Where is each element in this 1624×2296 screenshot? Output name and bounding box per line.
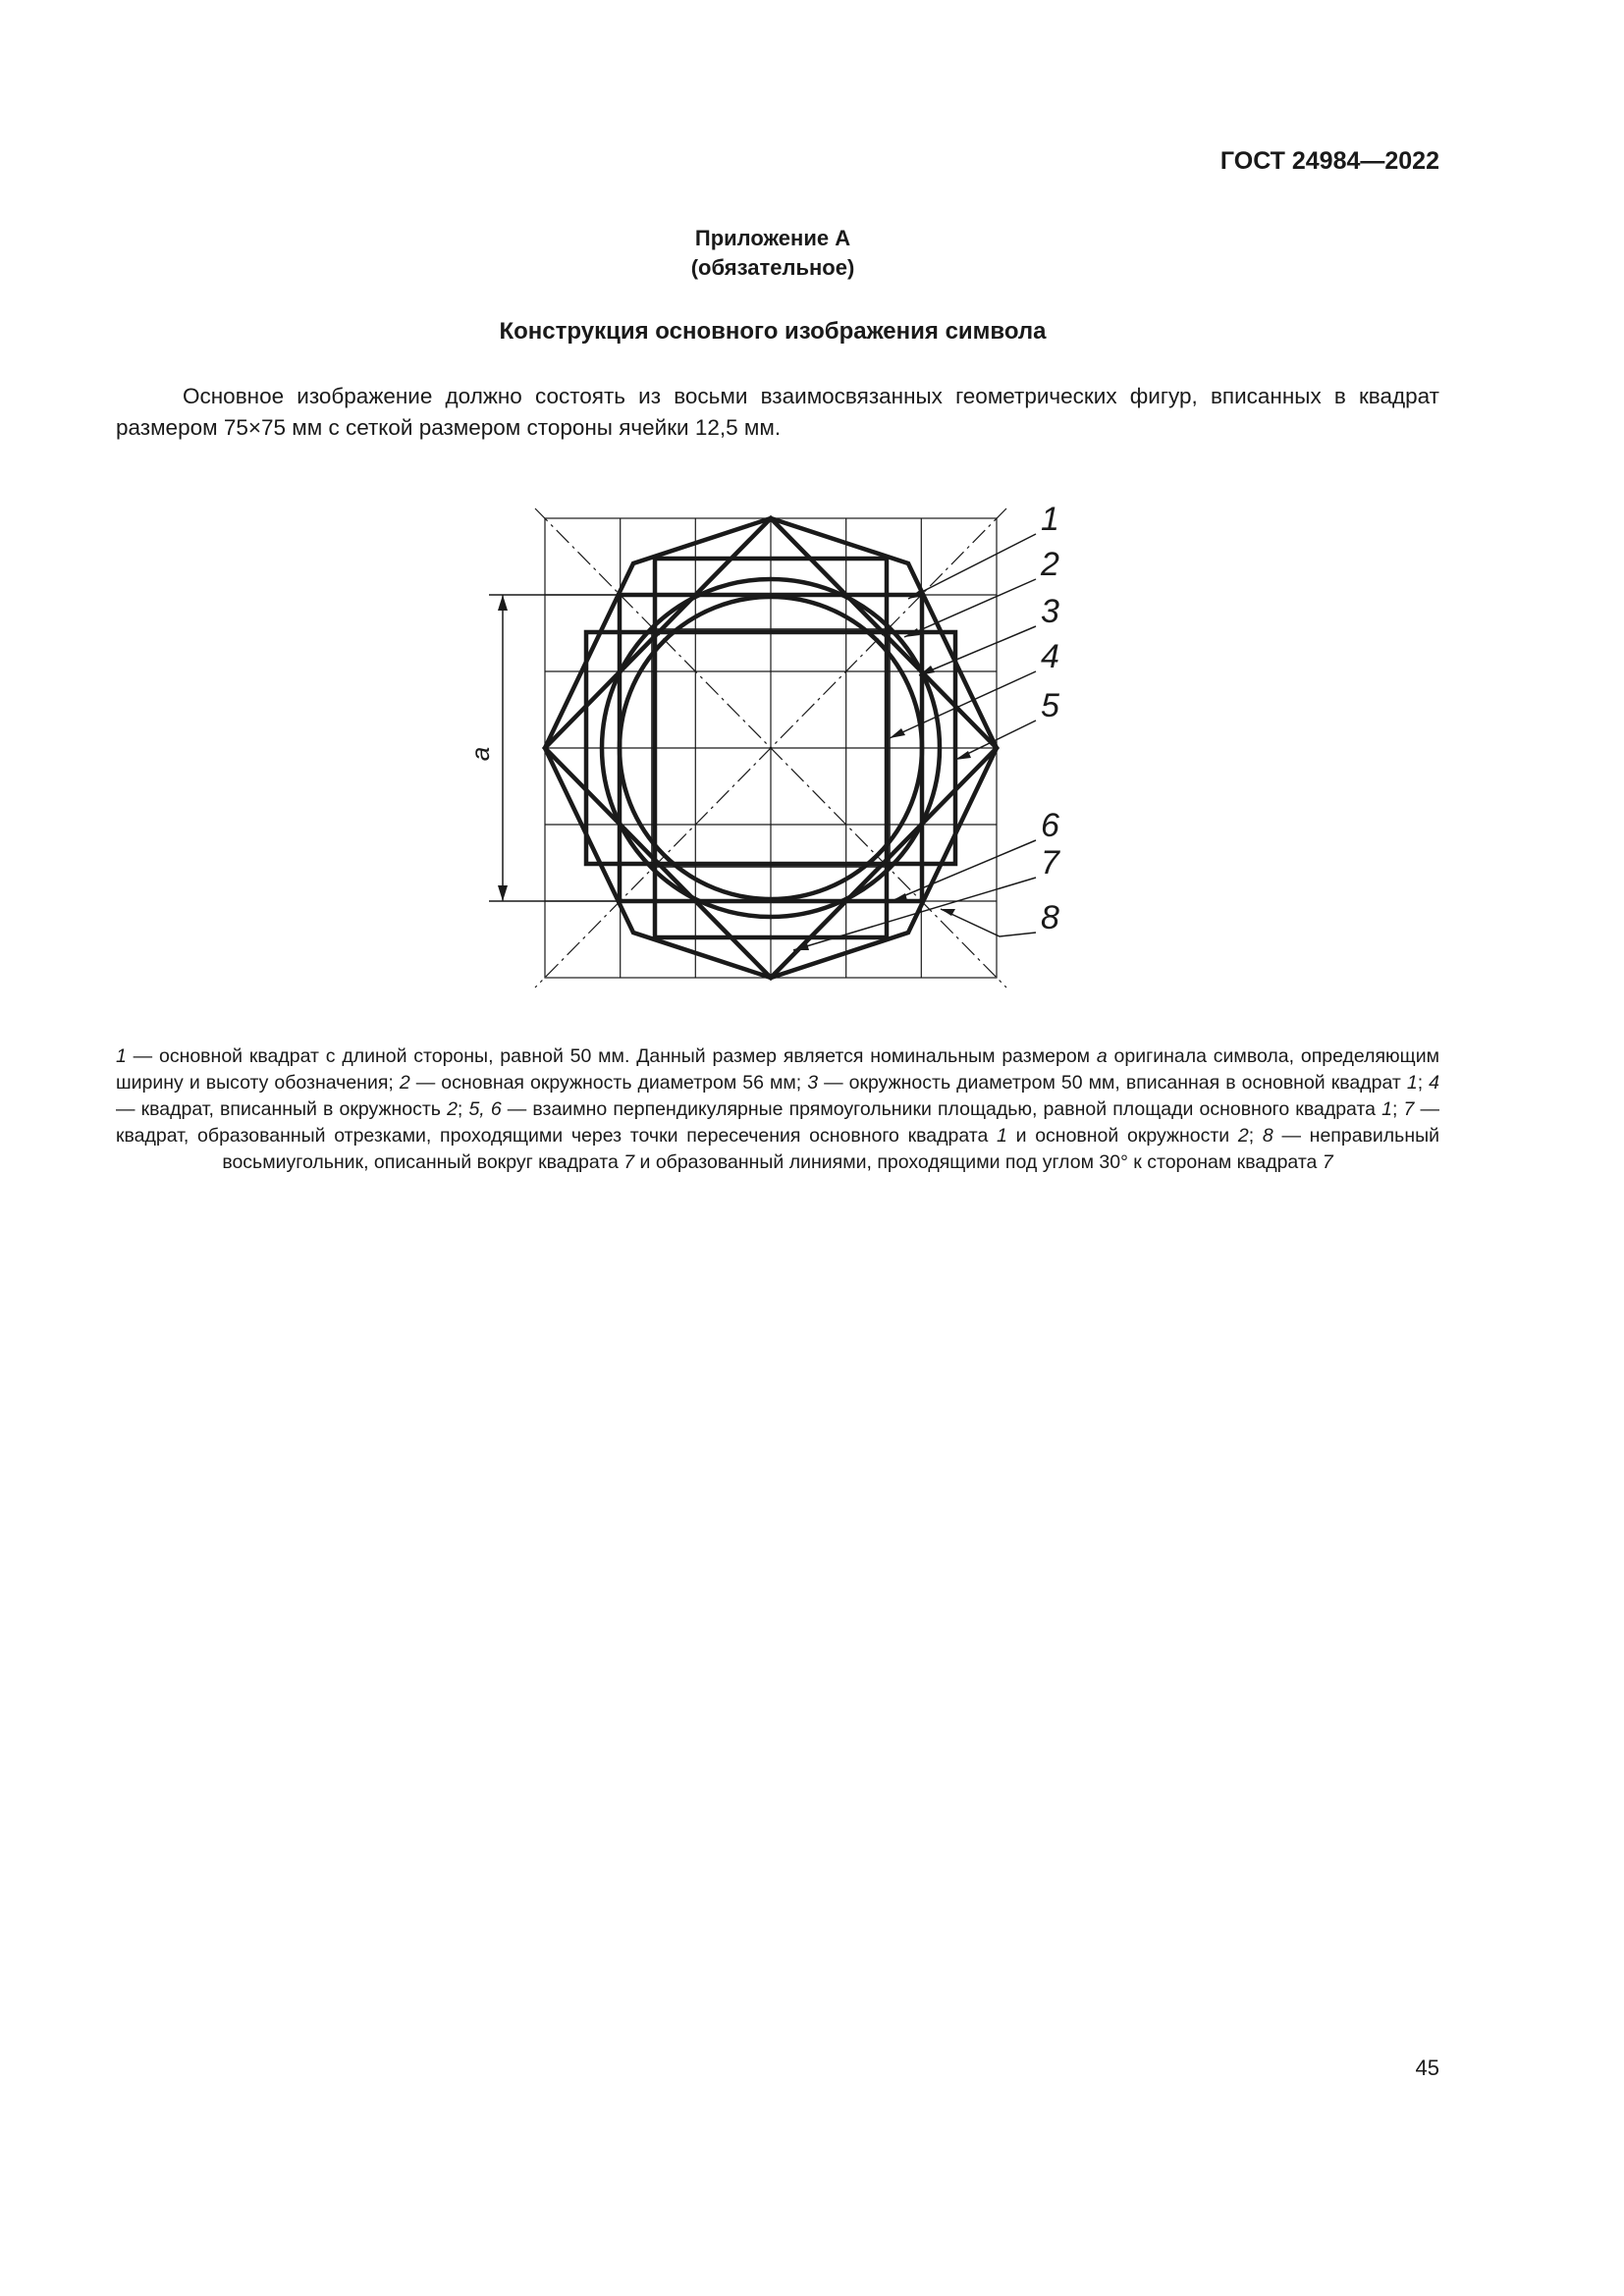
caption-ref: 5, 6 [468, 1098, 502, 1120]
dimension-label: a [465, 746, 495, 762]
caption-text: — окружность диаметром 50 мм, вписанная в основной квадрат [818, 1072, 1407, 1094]
intro-text: Основное изображение должно состоять из восьми взаимосвязанных геометрических фигур, вписанных в квадрат размером 75×75 мм с сеткой размером стороны ячейки 12,5 мм. [116, 384, 1439, 440]
caption-text: — основной квадрат с длиной стороны, равной 50 мм. Данный размер является номинальным размером [126, 1045, 1097, 1067]
caption-text: — неправильный восьмиугольник, описанный вокруг квадрата [222, 1125, 1440, 1173]
caption-ref: 4 [1429, 1072, 1439, 1094]
caption-text: ; [1417, 1072, 1430, 1094]
annex-title: Приложение А [694, 226, 851, 250]
annex-heading [0, 224, 1545, 283]
construction-drawing [465, 497, 1098, 1027]
caption-text: и образованный линиями, проходящими под углом 30° к сторонам квадрата [634, 1151, 1323, 1173]
callout-6: 6 [1041, 807, 1059, 844]
caption-ref: 8 [1262, 1125, 1273, 1147]
caption-ref: 2 [399, 1072, 410, 1094]
callout-2: 2 [1041, 546, 1059, 583]
callout-8: 8 [1041, 899, 1059, 936]
caption-text: ; [1248, 1125, 1263, 1147]
callout-4: 4 [1041, 638, 1059, 675]
caption-text: — основная окружность диаметром 56 мм; [409, 1072, 808, 1094]
caption-ref: 1 [1406, 1072, 1418, 1094]
caption-text: ; [1391, 1098, 1404, 1120]
figure-caption [116, 1043, 1439, 1176]
caption-text: ; [457, 1098, 469, 1120]
caption-ref: 2 [1237, 1125, 1249, 1147]
caption-text: — квадрат, образованный отрезками, проходящими через точки пересечения основного квадрата [116, 1098, 1439, 1147]
caption-text: оригинала символа, определяющим ширину и высоту обозначения; [116, 1045, 1439, 1094]
section-title: Конструкция основного изображения символа [499, 318, 1047, 345]
caption-ref: 1 [997, 1125, 1007, 1147]
caption-text: — квадрат, вписанный в окружность [116, 1098, 448, 1120]
callout-1: 1 [1041, 501, 1059, 538]
caption-ref: 1 [1381, 1098, 1392, 1120]
page-number: 45 [1415, 2056, 1439, 2080]
intro-paragraph [116, 381, 1439, 444]
caption-text: — взаимно перпендикулярные прямоугольники площадью, равной площади основного квадрата [501, 1098, 1382, 1120]
caption-ref: а [1096, 1045, 1108, 1067]
caption-ref: 7 [623, 1151, 635, 1173]
callout-7: 7 [1041, 844, 1059, 881]
standard-code: ГОСТ 24984—2022 [1219, 147, 1439, 175]
caption-text: и основной окружности [1006, 1125, 1238, 1147]
annex-status: (обязательное) [690, 255, 855, 280]
construction-figure [465, 497, 1098, 1032]
caption-ref: 7 [1322, 1151, 1333, 1173]
caption-ref: 7 [1403, 1098, 1415, 1120]
caption-ref: 1 [116, 1045, 127, 1067]
callout-5: 5 [1041, 687, 1059, 724]
caption-ref: 3 [807, 1072, 819, 1094]
caption-ref: 2 [447, 1098, 458, 1120]
callout-3: 3 [1041, 593, 1059, 630]
